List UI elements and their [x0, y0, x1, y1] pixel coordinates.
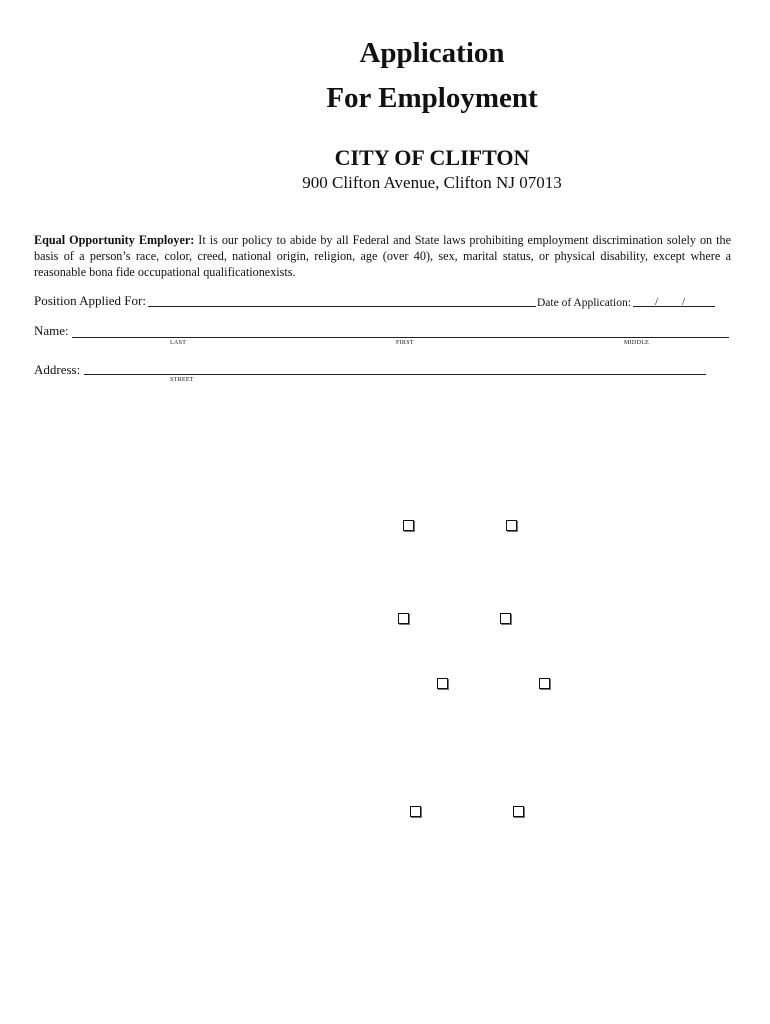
equal-opportunity-statement — [34, 232, 731, 280]
position-applied-label: Position Applied For: — [34, 293, 146, 308]
checkbox-row3-right[interactable] — [539, 678, 550, 689]
name-last-caption: LAST — [170, 340, 187, 346]
equal-opportunity-text: It is our policy to abide by all Federal and State laws prohibiting employment discrimination solely on the basis of a person’s race, color, creed, national origin, religion, age (over 40), sex, marital status, or physical disability, except where a reasonable bona fide occupational qualificationexists. — [34, 233, 731, 279]
equal-opportunity-label: Equal Opportunity Employer: — [34, 233, 195, 247]
checkbox-row4-right[interactable] — [513, 806, 524, 817]
address-label: Address: — [34, 362, 81, 377]
date-separator-1: / — [655, 296, 659, 308]
date-of-application-field[interactable] — [633, 306, 715, 307]
name-field[interactable] — [72, 337, 729, 338]
checkbox-row2-left[interactable] — [398, 613, 409, 624]
position-applied-field[interactable] — [148, 306, 536, 307]
checkbox-row3-left[interactable] — [437, 678, 448, 689]
name-label: Name: — [34, 323, 69, 338]
checkbox-row2-right[interactable] — [500, 613, 511, 624]
form-title-line-1: Application — [359, 37, 505, 69]
date-separator-2: / — [682, 296, 686, 308]
address-field[interactable] — [84, 374, 706, 375]
checkbox-row1-left[interactable] — [403, 520, 414, 531]
address-street-caption: STREET — [170, 377, 194, 383]
checkbox-row1-right[interactable] — [506, 520, 517, 531]
date-of-application-label: Date of Application: — [537, 297, 631, 309]
name-middle-caption: MIDDLE — [624, 340, 650, 346]
name-first-caption: FIRST — [396, 340, 414, 346]
organization-address: 900 Clifton Avenue, Clifton NJ 07013 — [302, 173, 562, 192]
organization-name: CITY OF CLIFTON — [334, 145, 530, 170]
checkbox-row4-left[interactable] — [410, 806, 421, 817]
form-title-line-2: For Employment — [326, 82, 538, 114]
